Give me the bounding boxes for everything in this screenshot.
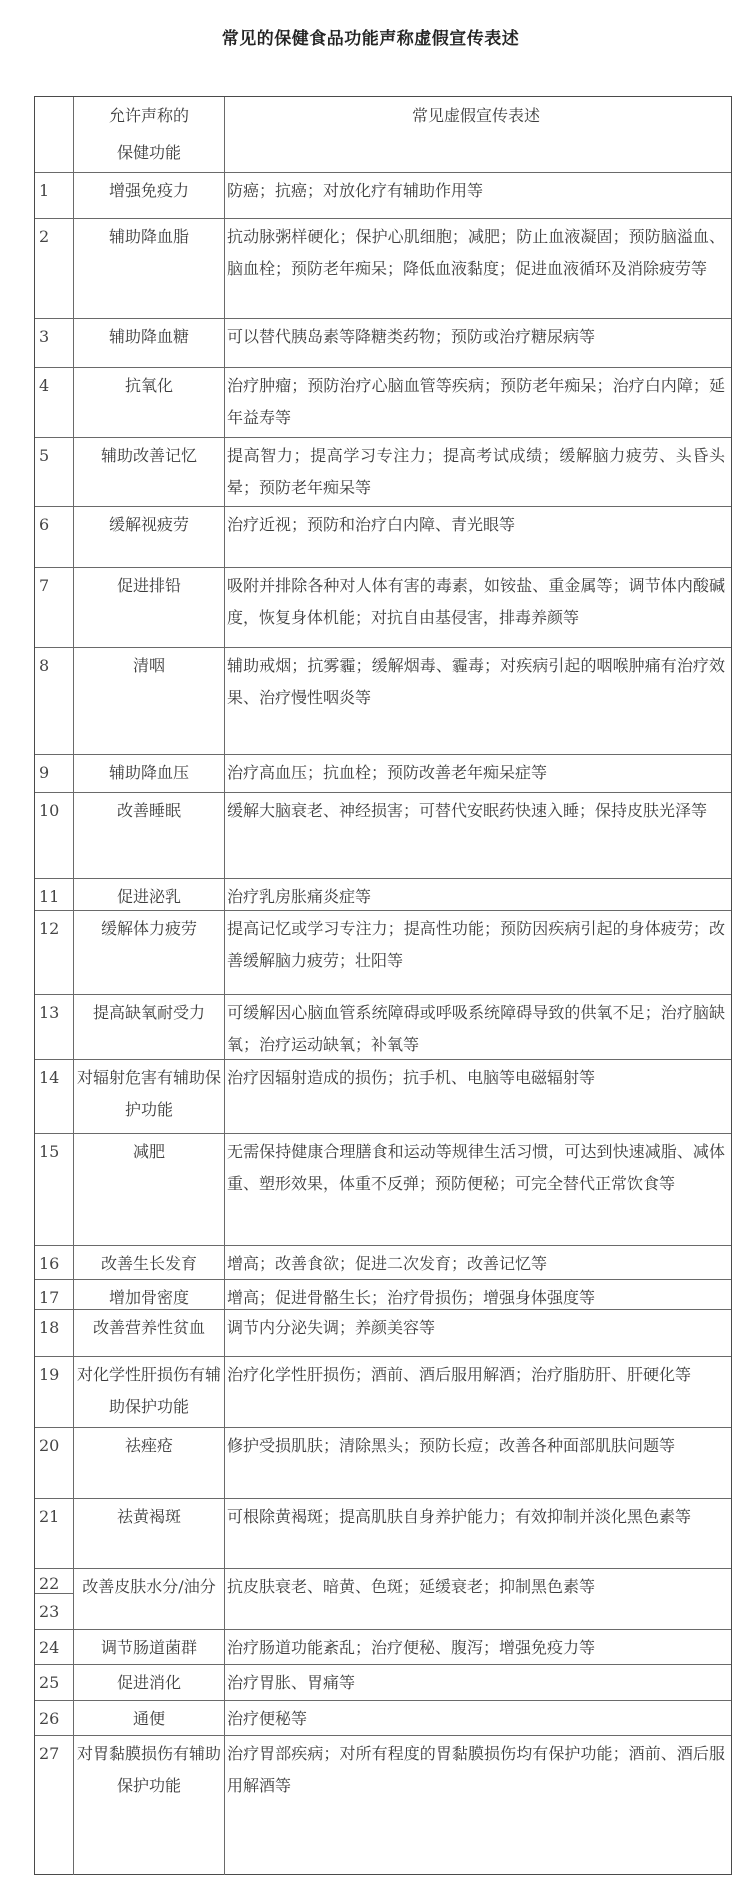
row-function: 减肥	[73, 1134, 224, 1245]
row-function: 祛黄褐斑	[73, 1499, 224, 1568]
table-row	[35, 1133, 731, 1245]
row-function: 辅助降血压	[73, 755, 224, 792]
table-row	[35, 218, 731, 318]
row-description: 治疗肠道功能紊乱；治疗便秘、腹泻；增强免疫力等	[224, 1630, 731, 1664]
table-row	[35, 792, 731, 878]
row-function: 辅助降血脂	[73, 219, 224, 318]
row-description: 提高智力；提高学习专注力；提高考试成绩；缓解脑力疲劳、头昏头晕；预防老年痴呆等	[224, 438, 731, 506]
row-function: 改善睡眠	[73, 793, 224, 878]
row-number: 12	[39, 919, 60, 938]
table-row	[35, 1664, 731, 1700]
table-header-row	[35, 97, 731, 172]
row-description: 治疗因辐射造成的损伤；抗手机、电脑等电磁辐射等	[224, 1060, 731, 1133]
row-description: 抗皮肤衰老、暗黄、色斑；延缓衰老；抑制黑色素等	[224, 1569, 731, 1629]
table-row	[35, 1629, 731, 1664]
header-number	[35, 97, 73, 172]
row-function: 对化学性肝损伤有辅助保护功能	[73, 1357, 224, 1427]
table-row	[35, 318, 731, 367]
table-row	[35, 1245, 731, 1279]
row-number: 21	[39, 1507, 60, 1526]
row-number: 22	[35, 1569, 73, 1594]
row-number: 14	[39, 1068, 60, 1087]
row-description: 提高记忆或学习专注力；提高性功能；预防因疾病引起的身体疲劳；改善缓解脑力疲劳；壮阳等	[224, 911, 731, 994]
row-number: 8	[39, 656, 50, 675]
row-number: 18	[39, 1318, 60, 1337]
row-description: 治疗高血压；抗血栓；预防改善老年痴呆症等	[224, 755, 731, 792]
table-row	[35, 567, 731, 647]
table-row	[35, 437, 731, 506]
table-row	[35, 1498, 731, 1568]
row-description: 治疗近视；预防和治疗白内障、青光眼等	[224, 507, 731, 567]
row-description: 增高；改善食欲；促进二次发育；改善记忆等	[224, 1246, 731, 1279]
row-function: 提高缺氧耐受力	[73, 995, 224, 1059]
row-description: 治疗便秘等	[224, 1701, 731, 1735]
table-row	[35, 1059, 731, 1133]
row-function: 清咽	[73, 648, 224, 754]
row-function: 促进排铅	[73, 568, 224, 647]
table-row	[35, 1309, 731, 1356]
row-number: 5	[39, 446, 50, 465]
table-row	[35, 754, 731, 792]
row-description: 治疗肿瘤；预防治疗心脑血管等疾病；预防老年痴呆；治疗白内障；延年益寿等	[224, 368, 731, 437]
row-function: 增强免疫力	[73, 173, 224, 218]
row-description: 治疗胃部疾病；对所有程度的胃黏膜损伤均有保护功能；酒前、酒后服用解酒等	[224, 1736, 731, 1875]
header-function-line2: 保健功能	[116, 143, 181, 162]
table-row	[35, 1356, 731, 1427]
row-number: 13	[39, 1003, 60, 1022]
table-row	[35, 506, 731, 567]
row-function: 辅助改善记忆	[73, 438, 224, 506]
row-function: 增加骨密度	[73, 1280, 224, 1309]
row-function: 对辐射危害有辅助保护功能	[73, 1060, 224, 1133]
row-function: 辅助降血糖	[73, 319, 224, 367]
row-function: 通便	[73, 1701, 224, 1735]
row-function: 改善皮肤水分/油分	[73, 1569, 224, 1629]
row-function: 祛痤疮	[73, 1428, 224, 1498]
table-row	[35, 910, 731, 994]
row-description: 修护受损肌肤；清除黑头；预防长痘；改善各种面部肌肤问题等	[224, 1428, 731, 1498]
row-description: 治疗胃胀、胃痛等	[224, 1665, 731, 1700]
row-description: 治疗化学性肝损伤；酒前、酒后服用解酒；治疗脂肪肝、肝硬化等	[224, 1357, 731, 1427]
row-description: 抗动脉粥样硬化；保护心肌细胞；减肥；防止血液凝固；预防脑溢血、脑血栓；预防老年痴呆；降低血液黏度；促进血液循环及消除疲劳等	[224, 219, 731, 318]
table-row	[35, 1700, 731, 1735]
table-row	[35, 1568, 731, 1629]
header-description: 常见虚假宣传表述	[224, 97, 731, 172]
row-number: 20	[39, 1436, 60, 1455]
row-description: 防癌；抗癌；对放化疗有辅助作用等	[224, 173, 731, 218]
table-row	[35, 647, 731, 754]
header-function-line1: 允许声称的	[108, 106, 189, 125]
row-number: 17	[39, 1288, 60, 1307]
row-number: 9	[39, 763, 50, 782]
row-function: 缓解体力疲劳	[73, 911, 224, 994]
row-number: 26	[39, 1709, 60, 1728]
row-number: 11	[39, 887, 60, 906]
row-number: 2	[39, 227, 50, 246]
health-claims-table	[34, 96, 732, 1875]
row-description: 可缓解因心脑血管系统障碍或呼吸系统障碍导致的供氧不足；治疗脑缺氧；治疗运动缺氧；补氧等	[224, 995, 731, 1059]
row-number: 15	[39, 1142, 60, 1161]
row-number: 4	[39, 376, 50, 395]
row-description: 缓解大脑衰老、神经损害；可替代安眠药快速入睡；保持皮肤光泽等	[224, 793, 731, 878]
row-description: 可根除黄褐斑；提高肌肤自身养护能力；有效抑制并淡化黑色素等	[224, 1499, 731, 1568]
row-number: 24	[39, 1638, 60, 1657]
row-function: 缓解视疲劳	[73, 507, 224, 567]
table-row	[35, 1427, 731, 1498]
row-function: 促进消化	[73, 1665, 224, 1700]
row-number: 25	[39, 1673, 60, 1692]
row-number-secondary: 23	[39, 1602, 60, 1621]
row-function: 促进泌乳	[73, 879, 224, 910]
row-number: 16	[39, 1254, 60, 1273]
row-description: 增高；促进骨骼生长；治疗骨损伤；增强身体强度等	[224, 1280, 731, 1309]
row-number: 10	[39, 801, 60, 820]
row-description: 可以替代胰岛素等降糖类药物；预防或治疗糖尿病等	[224, 319, 731, 367]
table-row	[35, 878, 731, 910]
row-function: 改善营养性贫血	[73, 1310, 224, 1356]
row-number: 1	[39, 181, 50, 200]
table-row	[35, 367, 731, 437]
row-function: 改善生长发育	[73, 1246, 224, 1279]
row-description: 吸附并排除各种对人体有害的毒素，如铵盐、重金属等；调节体内酸碱度，恢复身体机能；对抗自由基侵害，排毒养颜等	[224, 568, 731, 647]
document-title: 常见的保健食品功能声称虚假宣传表述	[221, 29, 520, 49]
table-row	[35, 1279, 731, 1309]
row-number: 6	[39, 515, 50, 534]
row-number: 3	[39, 327, 50, 346]
row-number: 7	[39, 576, 50, 595]
row-function: 对胃黏膜损伤有辅助保护功能	[73, 1736, 224, 1875]
row-number: 19	[39, 1365, 60, 1384]
row-description: 治疗乳房胀痛炎症等	[224, 879, 731, 910]
row-description: 无需保持健康合理膳食和运动等规律生活习惯，可达到快速减脂、减体重、塑形效果，体重不反弹；预防便秘；可完全替代正常饮食等	[224, 1134, 731, 1245]
table-row	[35, 1735, 731, 1875]
row-description: 调节内分泌失调；养颜美容等	[224, 1310, 731, 1356]
table-row	[35, 172, 731, 218]
row-description: 辅助戒烟；抗雾霾；缓解烟毒、霾毒；对疾病引起的咽喉肿痛有治疗效果、治疗慢性咽炎等	[224, 648, 731, 754]
header-function	[73, 97, 224, 172]
row-function: 调节肠道菌群	[73, 1630, 224, 1664]
table-row	[35, 994, 731, 1059]
row-function: 抗氧化	[73, 368, 224, 437]
row-number: 27	[39, 1744, 60, 1763]
